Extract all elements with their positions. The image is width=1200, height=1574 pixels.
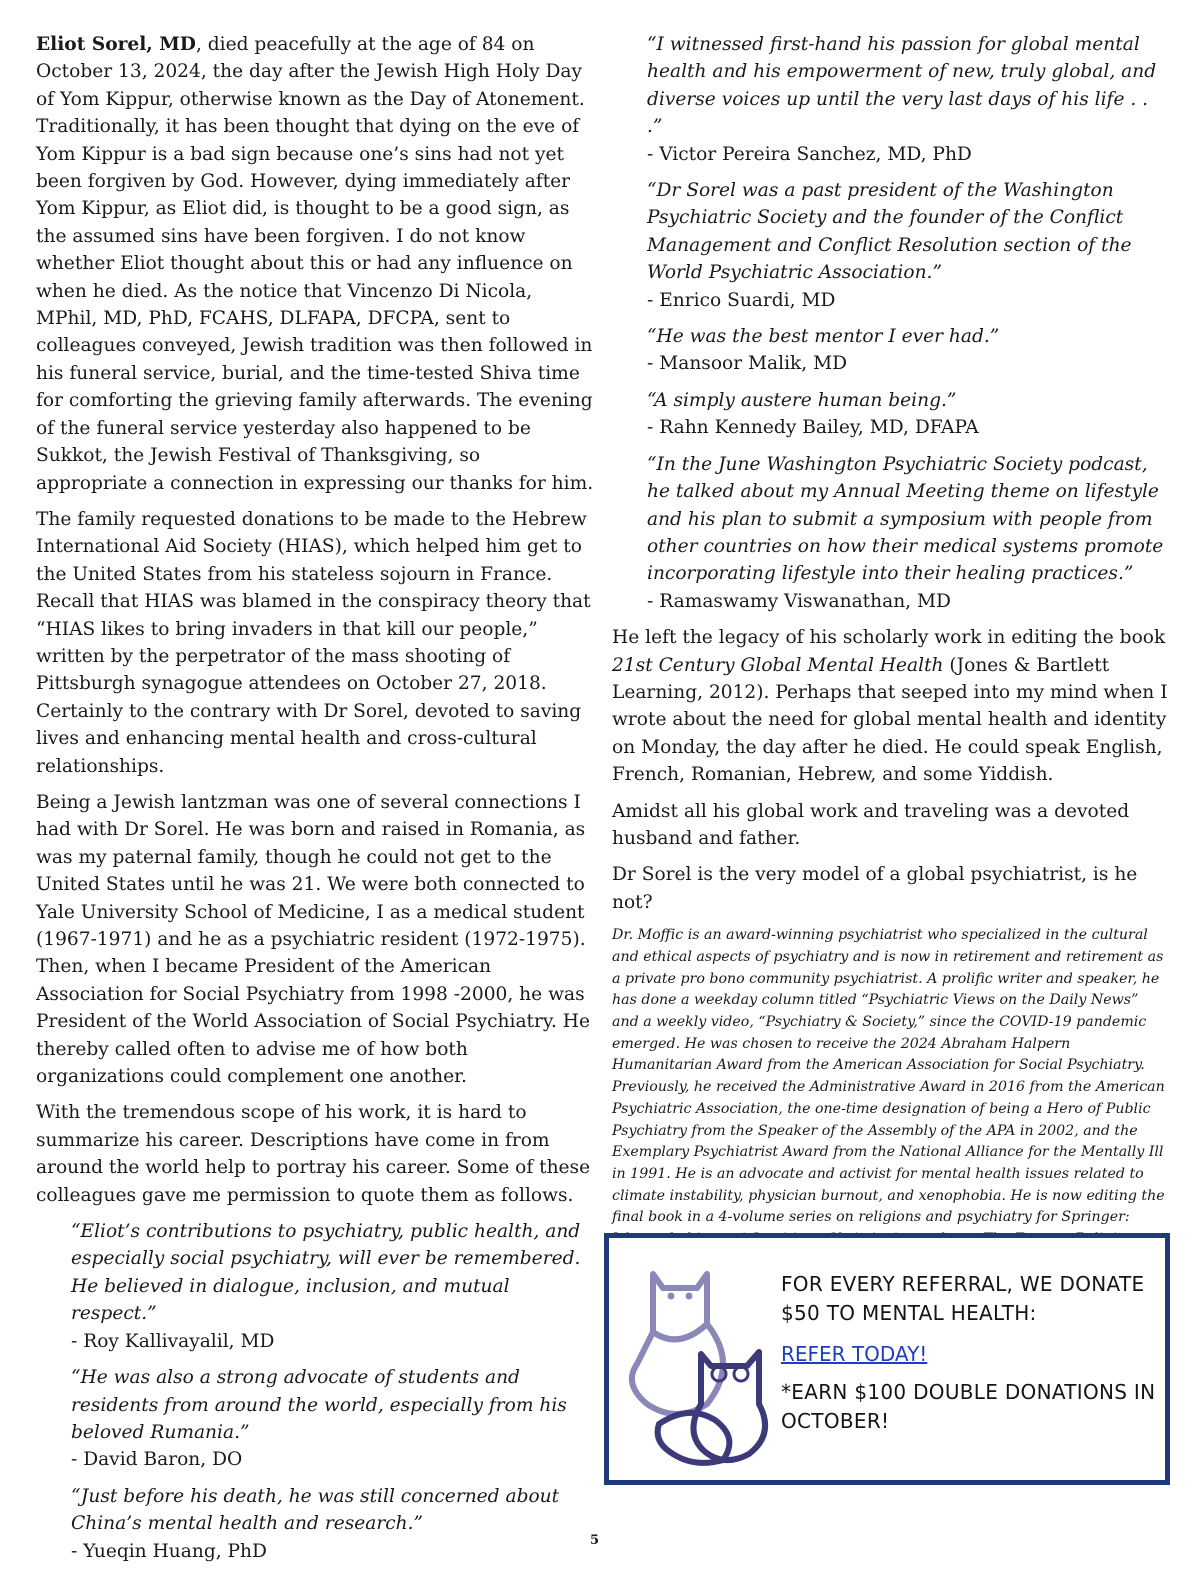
ad-footer: *EARN $100 DOUBLE DONATIONS IN OCTOBER!	[781, 1380, 1156, 1433]
obituary-paragraph-3: Being a Jewish lantzman was one of several connections I had with Dr Sorel. He was born and raised in Romania, as was my paternal family, though he could not get to the United States until he was 21. We were both connected to Yale University School of Medicine, I as a medical student (1967-1971) and he as a psychiatric resident (1972-1975). Then, when I became President of the American Association for Social Psychiatry from 1998 -2000, he was President of the World Association of Social Psychiatry. He thereby called often to advise me of how both organizations could complement one another.	[36, 791, 590, 1088]
quote-attribution: - David Baron, DO	[71, 1449, 243, 1471]
quote-block	[71, 1364, 594, 1474]
right-column	[612, 31, 1168, 1272]
quote-text: “He was the best mentor I ever had.”	[647, 326, 1000, 348]
family-paragraph: Amidst all his global work and traveling was a devoted husband and father.	[612, 800, 1130, 849]
quote-block	[647, 387, 1168, 442]
quote-block	[647, 31, 1168, 168]
book-title: 21st Century Global Mental Health	[612, 654, 944, 676]
quote-block	[71, 1218, 594, 1355]
quote-attribution: - Enrico Suardi, MD	[647, 289, 836, 311]
quote-block	[647, 177, 1168, 314]
legacy-text-b: (Jones & Bartlett Learning, 2012). Perhaps that seeped into my mind when I wrote about the need for global mental health and identity on Monday, the day after he died. He could speak English, French, Romanian, Hebrew, and some Yiddish.	[612, 654, 1168, 786]
bio-text-a: Dr. Moffic is an award-winning psychiatrist who specialized in the cultural and ethical aspects of psychiatry and is now in retirement and retirement as a private pro bono community psychiatrist. A prolific writer and speaker, he has done a weekday column titled “Psychiatric Views on the Daily News” and a weekly video, “Psychiatry & Society,” since the COVID-19 pandemic emerged. He was chosen to receive the 2024 Abraham Halpern Humanitarian Award from the American Association for Social Psychiatry. Previously, he received the Administrative Award in 2016 from the American Psychiatric Association, the one-time designation of being a Hero of Public Psychiatry from the Speaker of the Assembly of the APA in 2002, and the Exemplary Psychiatrist Award from the National Alliance for the Mentally Ill in 1991. He is an advocate and activist for mental health issues related to climate instability, physician burnout, and xenophobia. He is now editing the final book in a 4-volume series on religions and psychiatry for Springer:	[612, 927, 1165, 1226]
quote-attribution: - Mansoor Malik, MD	[647, 353, 848, 375]
quote-attribution: - Ramaswamy Viswanathan, MD	[647, 590, 951, 612]
quote-attribution: - Victor Pereira Sanchez, MD, PhD	[647, 143, 972, 165]
quote-block	[647, 451, 1168, 615]
owl-logo-icon	[619, 1254, 779, 1469]
quote-text: “I witnessed first-hand his passion for global mental health and his empowerment of new, truly global, and diverse voices up until the very last days of his life . . .”	[647, 34, 1157, 138]
quote-text: “Just before his death, he was still concerned about China’s mental health and research.”	[71, 1485, 560, 1535]
page-number: 5	[589, 1533, 600, 1548]
quote-text: “A simply austere human being.”	[647, 389, 957, 411]
legacy-text-a: He left the legacy of his scholarly work in editing the book	[612, 627, 1166, 649]
quote-text: “Eliot’s contributions to psychiatry, public health, and especially social psychiatry, will ever be remembered. He believed in dialogue, inclusion, and mutual respect.”	[71, 1221, 581, 1325]
ad-copy	[781, 1270, 1161, 1436]
subject-name: Eliot Sorel, MD	[36, 34, 196, 55]
obituary-paragraph-4: With the tremendous scope of his work, it is hard to summarize his career. Descriptions have come in from around the world help to portray his career. Some of these colleagues gave me permission to quote them as follows.	[36, 1102, 591, 1206]
obituary-paragraph-2: The family requested donations to be made to the Hebrew International Aid Society (HIAS), which helped him get to the United States from his stateless sojourn in France. Recall that HIAS was blamed in the conspiracy theory that “HIAS likes to bring invaders in that kill our people,” written by the perpetrator of the mass shooting of Pittsburgh synagogue attendees on October 27, 2018. Certainly to the contrary with Dr Sorel, devoted to saving lives and enhancing mental health and cross-cultural relationships.	[36, 508, 591, 777]
quote-text: “In the June Washington Psychiatric Society podcast, he talked about my Annual Meeting theme on lifestyle and his plan to submit a symposium with people from other countries on how their medical systems promote incorporating lifestyle into their healing practices.”	[647, 453, 1164, 585]
left-column	[36, 31, 594, 1574]
quote-text: “Dr Sorel was a past president of the Washington Psychiatric Society and the founder of the Conflict Management and Conflict Resolution section of the World Psychiatric Association.”	[647, 180, 1132, 284]
obituary-paragraph-1	[36, 31, 594, 497]
obituary-paragraph-1-text: , died peacefully at the age of 84 on October 13, 2024, the day after the Jewish High Holy Day of Yom Kippur, otherwise known as the Day of Atonement. Traditionally, it has been thought that dying on the eve of Yom Kippur is a bad sign because one’s sins had not yet been forgiven by God. However, dying immediately after Yom Kippur, as Eliot did, is thought to be a good sign, as the assumed sins have been forgiven. I do not know whether Eliot thought about this or had any influence on when he died. As the notice that Vincenzo Di Nicola, MPhil, MD, PhD, FCAHS, DLFAPA, DFCPA, sent to colleagues conveyed, Jewish tradition was then followed in his funeral service, burial, and the time-tested Shiva time for comforting the grieving family afterwards. The evening of the funeral service yesterday also happened to be Sukkot, the Jewish Festival of Thanksgiving, so appropriate a connection in expressing our thanks for him.	[36, 34, 594, 494]
ad-headline: FOR EVERY REFERRAL, WE DONATE $50 TO MENTAL HEALTH:	[781, 1272, 1145, 1325]
author-bio	[612, 925, 1168, 1272]
quote-attribution: - Roy Kallivayalil, MD	[71, 1330, 275, 1352]
referral-ad[interactable]	[604, 1233, 1170, 1485]
quote-block	[647, 323, 1168, 378]
quote-attribution: - Rahn Kennedy Bailey, MD, DFAPA	[647, 417, 979, 439]
quote-text: “He was also a strong advocate of students and residents from around the world, especially from his beloved Rumania.”	[71, 1367, 567, 1443]
legacy-paragraph	[612, 624, 1168, 788]
quote-attribution: - Yueqin Huang, PhD	[71, 1540, 267, 1562]
closing-paragraph: Dr Sorel is the very model of a global psychiatrist, is he not?	[612, 864, 1138, 913]
refer-today-link[interactable]: REFER TODAY!	[781, 1342, 928, 1366]
